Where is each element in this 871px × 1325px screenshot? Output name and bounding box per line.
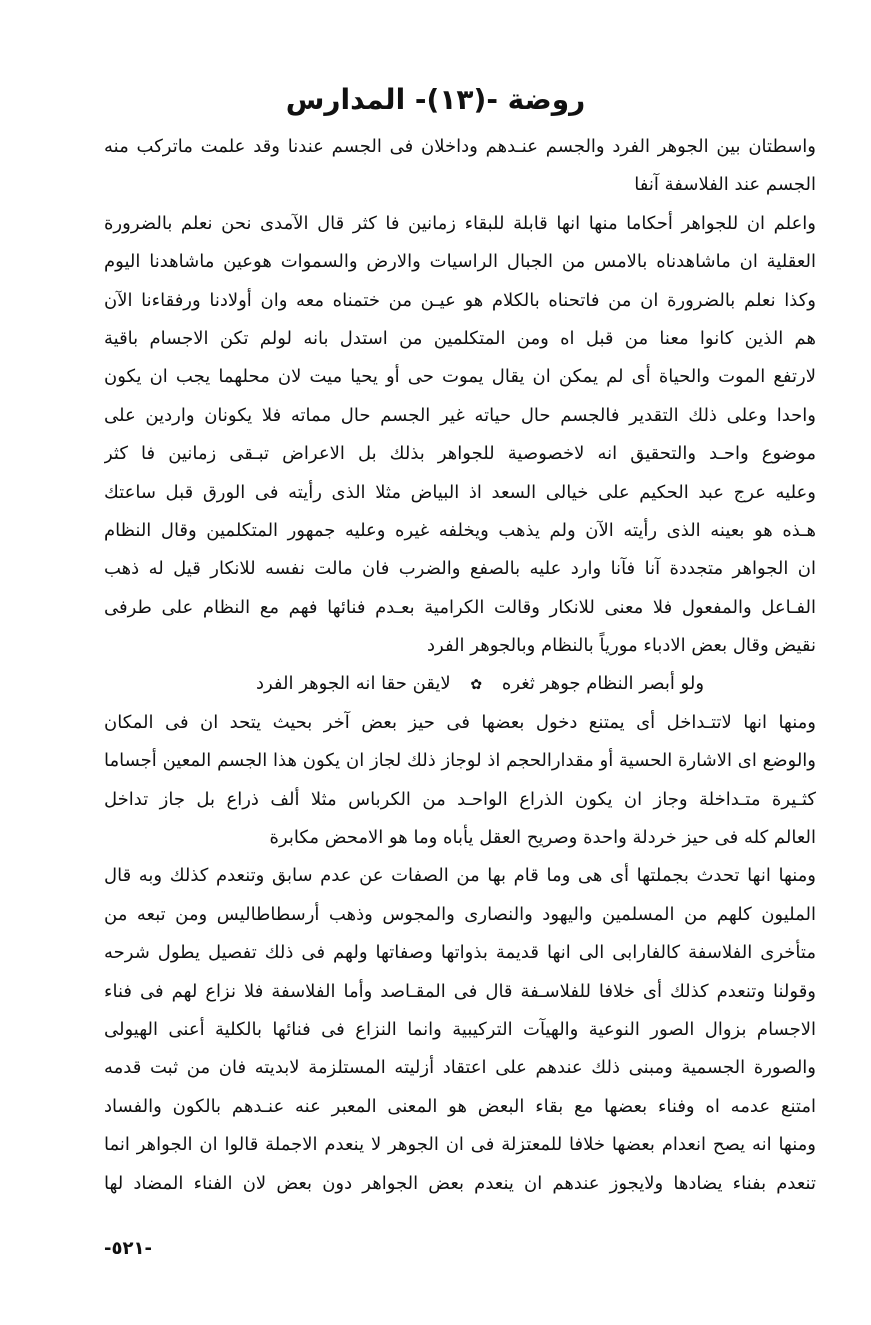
text-line: الجسم عند الفلاسفة آنفا <box>634 174 816 196</box>
text-line: وقولنا وتنعدم كذلك أى خلافا للفلاسـفة قال فى المقـاصد وأما الفلاسفة فلا نزاع لهم فى فناء <box>104 980 816 1002</box>
text-line: المليون كلهم من المسلمين واليهود والنصارى والمجوس وذهب أرسطاطاليس ومن تبعه من <box>104 903 816 925</box>
text-line: وعليه عرج عبد الحكيم على خيالى السعد اذ البياض مثلا الذى رأيته فى الورق قبل ساعتك <box>104 481 816 503</box>
body-text <box>104 128 816 1203</box>
text-line: والصورة الجسمية ومبنى ذلك عندهم على اعتقاد أزليته المستلزمة لابديته فان من ثبت قدمه <box>104 1057 816 1079</box>
text-line: كثـيرة متـداخلة وجاز ان يكون الذراع الواحـد من الكرباس مثلا ألف ذراع بل جاز تداخل <box>104 788 816 810</box>
text-line: والوضع اى الاشارة الحسية أو مقدارالحجم اذ لوجاز ذلك لجاز ان يكون هذا الجسم المعين أجساما <box>104 750 816 772</box>
text-line: امتنع عدمه اه وفناء بعضها مع بقاء البعض هو المعنى المعبر عنه عنـدهم بالكون والفساد <box>104 1095 816 1117</box>
text-line: هم الذين كانوا معنا من قبل اه ومن المتكلمين من استدل بانه لولم تكن الاجسام باقية <box>104 327 816 349</box>
text-line: تنعدم بفناء يضادها ولايجوز عندهم ان ينعدم بعض الجواهر دون بعض لان الفناء المضاد لها <box>104 1172 816 1194</box>
text-line: وكذا نعلم بالضرورة ان من فاتحناه بالكلام هو عيـن من ختمناه معه وان أولادنا ورفقاءنا الآن <box>104 289 816 311</box>
poetry-verse <box>104 665 816 703</box>
text-line: العقلية ان ماشاهدناه بالامس من الجبال الراسيات والارض والسموات هوعين ماشاهدنا اليوم <box>104 251 816 273</box>
text-line: ومنها انه يصح انعدام بعضها خلافا للمعتزلة فى ان الجوهر لا ينعدم الاجملة قالوا ان الجواهر انما <box>104 1134 816 1156</box>
text-line: موضوع واحـد والتحقيق انه لاخصوصية للجواهر بذلك بل الاعراض تبـقى زمانين فا كثر <box>104 443 816 465</box>
page-header-title: روضة -(١٣)- المدارس <box>285 83 586 116</box>
text-line: نقيض وقال بعض الادباء مورياً بالنظام وبالجوهر الفرد <box>427 635 816 657</box>
text-line: ومنها انها لاتتـداخل أى يمتنع دخول بعضها فى حيز بعض آخر بحيث يتحد ان فى المكان <box>104 711 816 733</box>
text-line: ومنها انها تحدث بجملتها أى هى وما قام بها من الصفات عن عدم سابق وتنعدم كذلك وبه قال <box>104 865 816 887</box>
text-line: متأخرى الفلاسفة كالفارابى الى انها قديمة بذواتها وصفاتها ولهم فى ذلك تفصيل يطول شرحه <box>104 942 816 964</box>
star-ornament-icon: ✿ <box>470 677 483 694</box>
text-line: هـذه هو بعينه الذى رأيته الآن ولم يذهب ويخلفه غيره وعليه جمهور المتكلمين وقال النظام <box>104 519 816 541</box>
verse-hemistich-second: لايقن حقا انه الجوهر الفرد <box>255 673 451 695</box>
text-line: واعلم ان للجواهر أحكاما منها انها قابلة للبقاء زمانين فا كثر قال الآمدى نحن نعلم بالضرورة <box>104 212 816 234</box>
text-line: ان الجواهر متجددة آنا فآنا وارد عليه بالصفع والضرب فان مالت نفسه للانكار قيل له ذهب <box>104 558 816 580</box>
text-line: لارتفع الموت والحياة أى لم يمكن ان يقال يموت حى أو يحيا ميت لان محلهما يجب ان يكون <box>104 366 816 388</box>
verse-hemistich-first: ولو أبصر النظام جوهر ثغره <box>501 673 705 695</box>
text-line: واحدا وعلى ذلك التقدير فالجسم حال حياته غير الجسم حال مماته فلا يكونان واردين على <box>104 404 816 426</box>
text-line: واسطتان بين الجوهر الفرد والجسم عنـدهم وداخلان فى الجسم عندنا وقد علمت ماتركب منه <box>104 136 816 157</box>
text-line: العالم كله فى حيز خردلة واحدة وصريح العقل يأباه وما هو الامحض مكابرة <box>269 827 816 849</box>
page-number: -٥٢١- <box>104 1238 152 1259</box>
text-line: الفـاعل والمفعول فلا معنى للانكار وقالت الكرامية بعـدم فنائها فهم مع النظام على طرفى <box>104 596 816 618</box>
text-line: الاجسام بزوال الصور النوعية والهيآت التركيبية وانما النزاع فى فنائها بالكلية أعنى الهيولى <box>104 1018 816 1040</box>
